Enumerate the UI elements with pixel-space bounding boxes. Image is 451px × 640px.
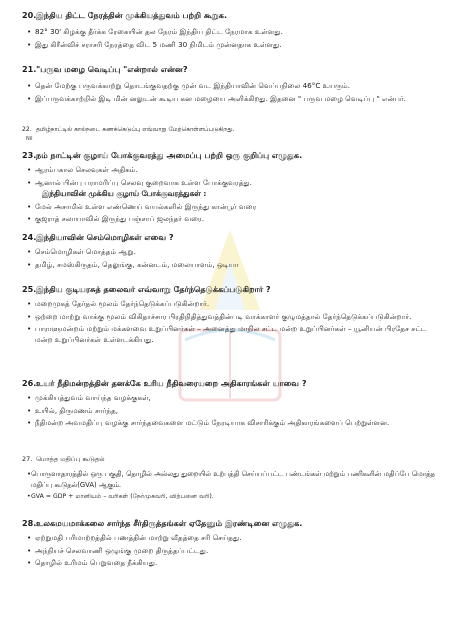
question-24 <box>22 232 441 270</box>
question-28 <box>22 518 441 569</box>
answer-bullet: • பொருளாதாரத்தில் ஒரு பகுதி, தொழில் அல்லது துறையில் உற்பத்தி செய்யப்பட்ட பண்டங்கள் மற்றும் பணிகளின் மதிப்பே மொத்த மதிப்பு கூடுதல்(GVA) ஆகும். <box>22 469 441 490</box>
answer-bullet: • இப்பருவக்காற்றில் இடி மின் னலுடன் கூடிய கன மழையை அளிக்கிறது. இதனை " பருவ மழை வெடிப்பு " என்பர். <box>22 94 441 105</box>
question-heading: 27. மொத்த மதிப்பு கூடுதல் <box>22 455 105 463</box>
answer-bullet: • உயில், திருமணம் சார்ந்த, <box>22 406 441 417</box>
answer-bullet: • செம்மொழிகள் மொத்தம் ஆறு. <box>22 247 441 258</box>
question-heading: 24.இந்தியாவின் செம்மொழிகள் எவை ? <box>22 232 174 242</box>
answer-bullet: • ஒற்றை மாற்று வாக்கு மூலம் விகிதாச்சார பிரதிநிதித்துவத்தின்படி வாக்காளர் குழுமத்தால் தேர்ந்தெடுக்கப்படுகின்றார். <box>22 312 441 323</box>
question-25 <box>22 284 441 345</box>
answer-bullet: • GVA = GDP + மானியம் – வரிகள் (நேர்முகவரி, விற்பனை வரி). <box>22 492 441 503</box>
question-heading: 25.இந்திய குடியரசுத் தலைவர் எவ்வாறு தேர்ந்தெடுக்கப்படுகிறார் ? <box>22 284 271 294</box>
answer-subheading: இந்தியாவின் முக்கிய குழாய் போக்குவரத்துகள் : <box>42 189 207 198</box>
question-heading: 20.இந்திய திட்ட நேரத்தின் முக்கியத்துவம் பற்றி கூறுக. <box>22 10 228 20</box>
answer-bullet: • குஜராத் சலாயாவில் இருந்து பஞ்சாப் ஜலந்தர் வரை. <box>22 214 441 225</box>
answer-bullet: • ஆனால் பின்பு பராமரிப்பு செலவு குறைவாக உள்ள போக்குவரத்து. <box>22 178 441 189</box>
answer-bullet: • அந்நியச் செலவாணி ஒழுங்கு முறை திருத்தப்பட்டது. <box>22 546 441 557</box>
question-heading: 28.உலகமயமாக்கலை சார்ந்த சீர்திருத்தங்கள் ஏதேனும் இரண்டினை எழுதுக. <box>22 518 303 528</box>
answer-bullet: • நீதிமன்ற அவமதிப்பு வழக்கு சார்ந்தவைகளை மட்டும் நேரடியாக விசாரிக்கும் அதிகாரங்களைப் பெற்றுள்ளன. <box>22 418 441 429</box>
answer-bullet: • பாராளுமன்றம் மற்றும் மக்களவை உறுப்பினர்கள் – அனைத்து மாநில சட்ட மன்ற உறுப்பினர்கள் – யூனியன் பிரதேச சட்ட மன்ற உறுப்பினர்கள் உள்ளடக்கியது. <box>22 324 441 345</box>
question-heading: 22. தமிழ்நாட்டில் கால்நடை கணக்கெடுப்பு எவ்வாறு மேற்கொள்ளப்படுகிறது. <box>22 126 235 133</box>
answer-bullet: • தொழில் உரிமம் பெறுவதை நீக்கியது. <box>22 558 441 569</box>
question-20 <box>22 10 441 50</box>
answer-bullet: • 82° 30' கிழக்கு தீர்க்க ரேகையின் தல நேரம் இந்திய திட்ட நேரமாக உள்ளது. <box>22 27 441 38</box>
question-26 <box>22 378 441 429</box>
answer-bullet: • முக்கியத்துவம் வாய்ந்த வழக்குகள், <box>22 393 441 404</box>
question-23 <box>22 150 441 225</box>
question-heading: 23.நம் நாட்டின் குழாய் போக்குவரத்து அமைப்பு பற்றி ஒரு குறிப்பு எழுதுக. <box>22 150 303 160</box>
answer-bullet: • மறைமுகத் தேர்தல் மூலம் தேர்ந்தெடுக்கப்படுகின்றார். <box>22 299 441 310</box>
question-heading: 26.உயர் நீதிமன்றத்தின் தனக்கே உரிய நீதிவரையறை அதிகாரங்கள் யாவை ? <box>22 378 307 388</box>
answer-note: Nil <box>26 136 33 142</box>
answer-bullet: • மேல் அசாமில் உள்ள எண்ணெய் வயல்களில் இருந்து கான்பூர் வரை <box>22 202 441 213</box>
question-27 <box>22 454 441 503</box>
answer-bullet: • தென் மேற்கு பருவக்காற்று தொடங்குவதற்கு முன் வட இந்தியாவின் வெப்பநிலை 46°C உயரும். <box>22 81 441 92</box>
question-22 <box>22 124 441 143</box>
question-heading: 21."பருவ மழை வெடிப்பு "என்றால் என்ன? <box>22 64 188 74</box>
answer-bullet: • இது கிரீன்விச் சராசரி நேரத்தை விட 5 மணி 30 நிமிடம் முன்னதாக உள்ளது. <box>22 40 441 51</box>
answer-bullet: • ஆரம்பகால செலவுகள் அதிகம். <box>22 165 441 176</box>
answer-bullet: • தமிழ், சமஸ்கிருதம், தெலுங்கு, கன்னடம், மலையாளம், ஒடியா <box>22 260 441 271</box>
answer-bullet: • ஏற்றுமதி பரிமாற்றத்தில் பணத்தின் மாற்று வீதத்தை சரி செய்தது. <box>22 533 441 544</box>
question-21 <box>22 64 441 104</box>
